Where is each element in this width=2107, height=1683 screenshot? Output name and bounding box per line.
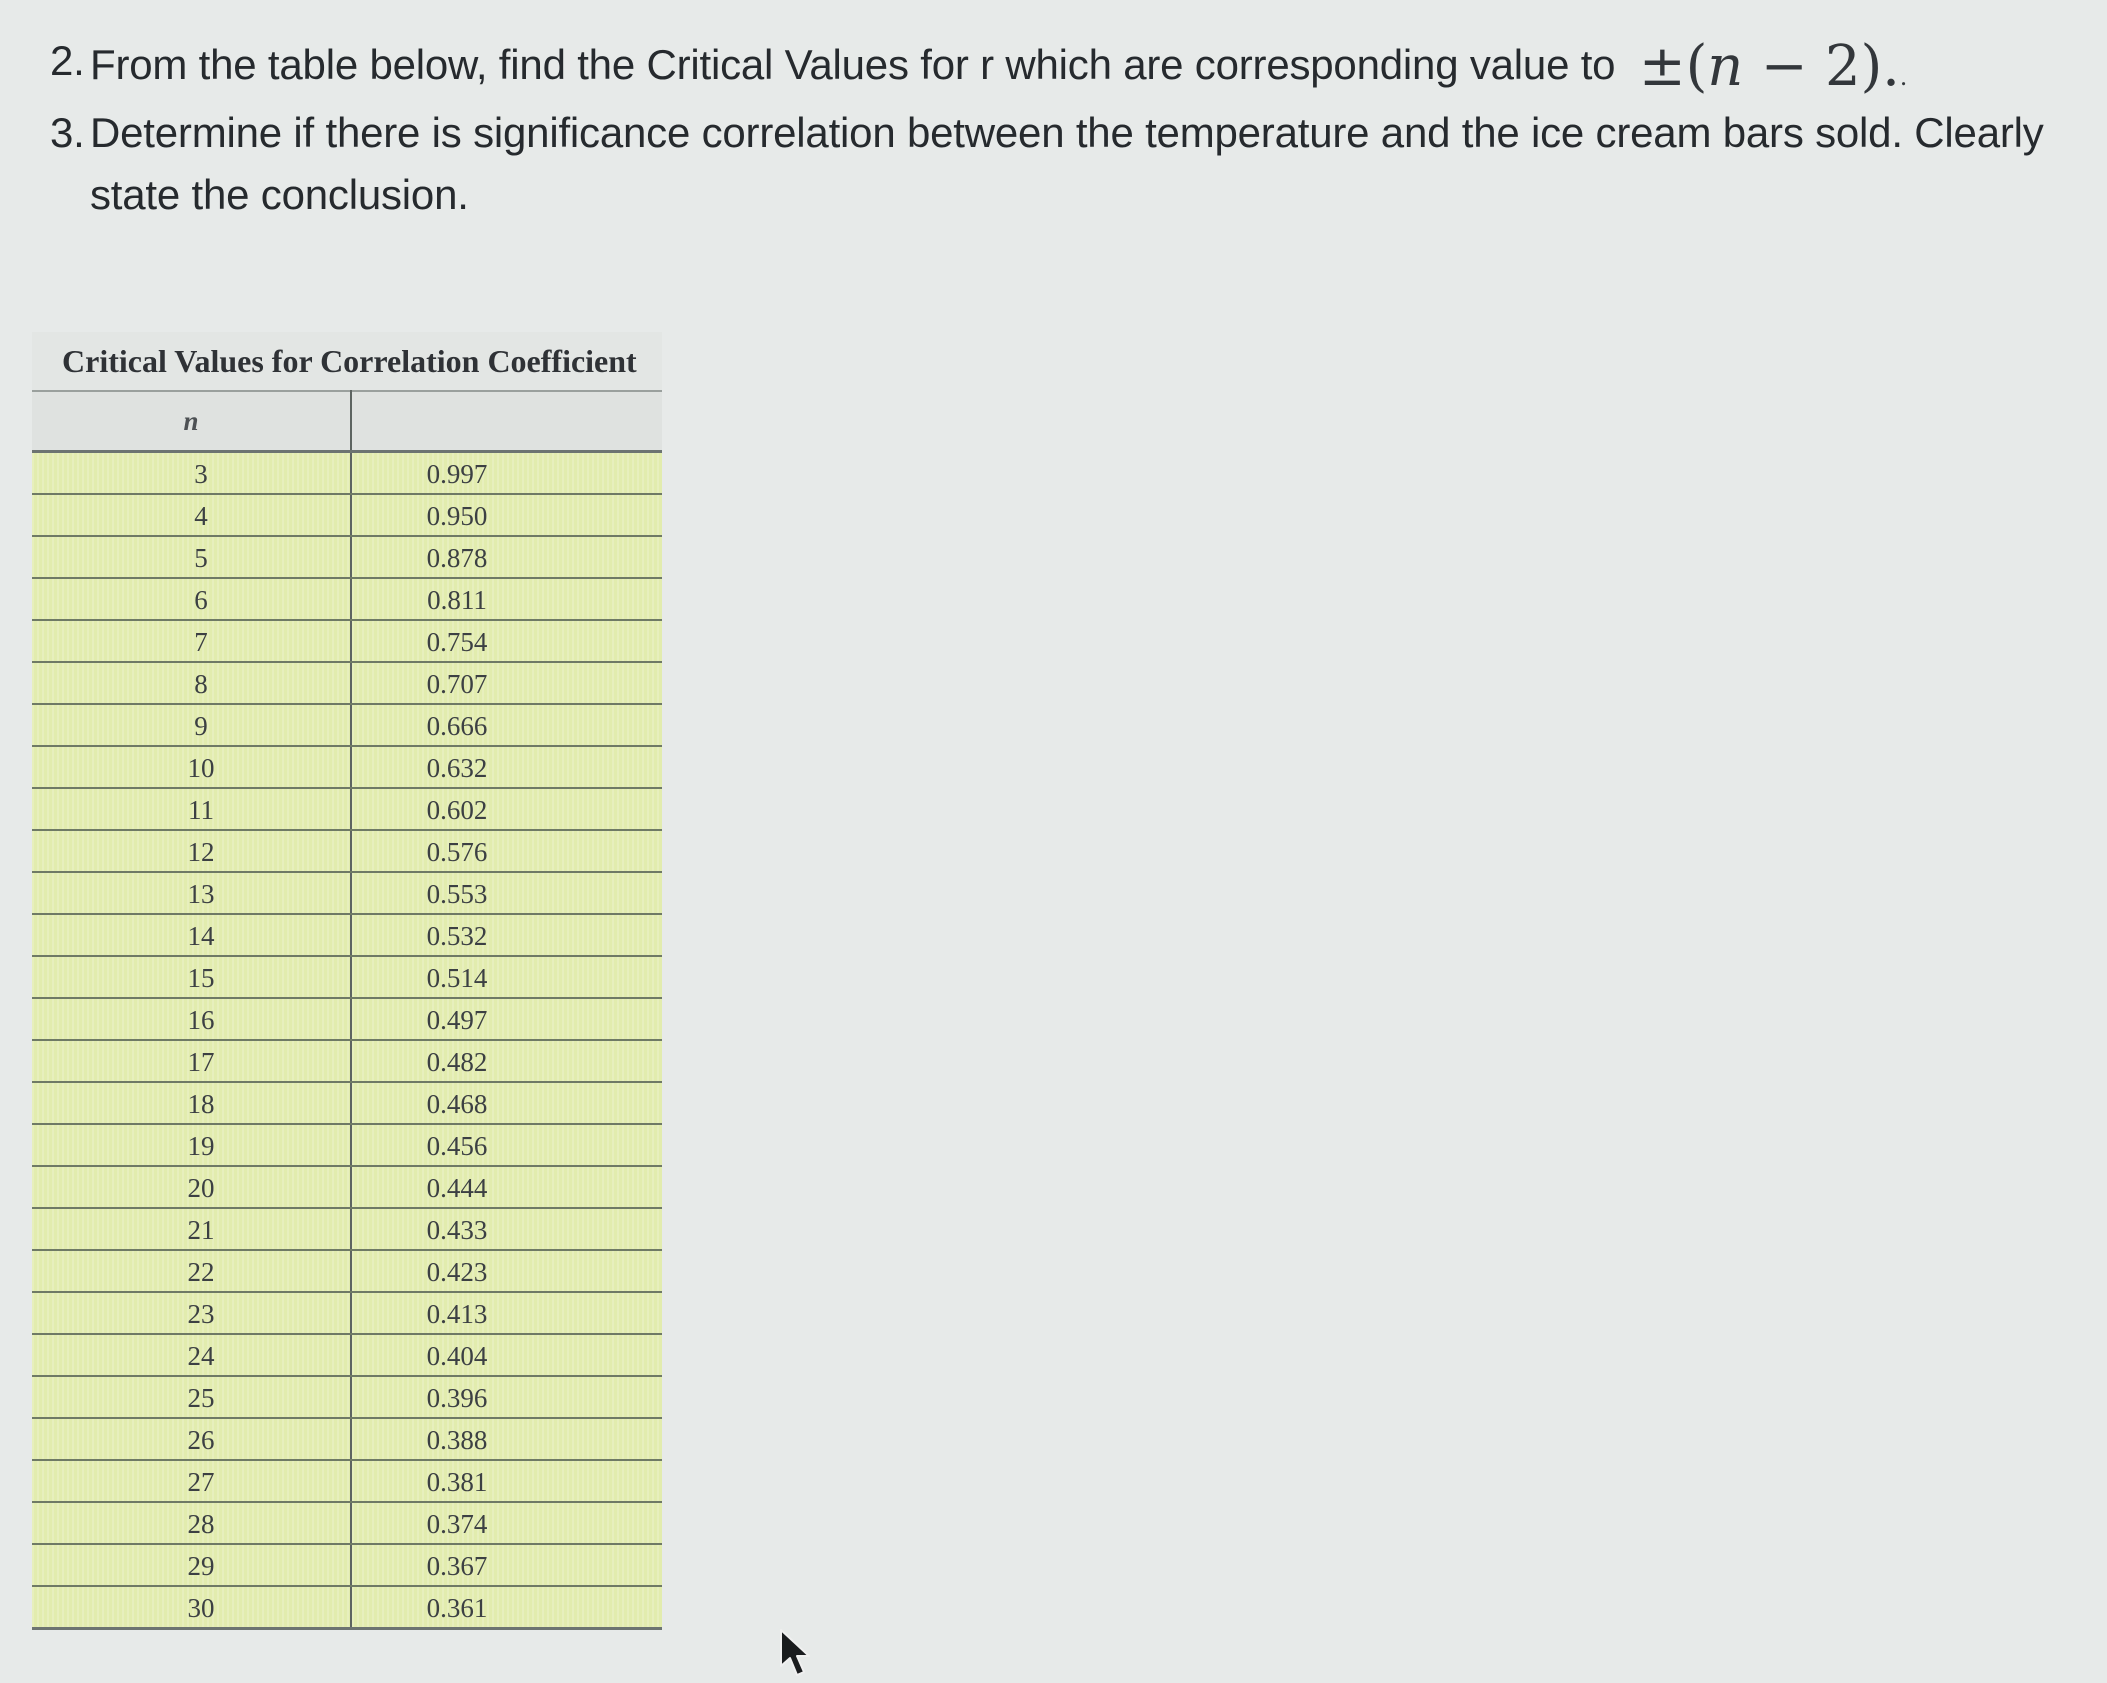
question-number: 3. [50, 109, 85, 156]
question-number: 2. [50, 37, 85, 84]
table-row [32, 998, 662, 1040]
cell-critical-value: 0.433 [351, 1208, 662, 1250]
cell-critical-value: 0.381 [351, 1460, 662, 1502]
table-title: Critical Values for Correlation Coefficient [32, 332, 662, 390]
table-row [32, 872, 662, 914]
table-row [32, 956, 662, 998]
table-row [32, 1544, 662, 1586]
table-row [32, 1376, 662, 1418]
cell-n: 16 [32, 998, 351, 1040]
question-3-text: Determine if there is significance correlation between the temperature and the ice cream bars sold. Clearly state the conclusion. [90, 109, 2044, 218]
cell-n: 6 [32, 578, 351, 620]
cell-critical-value: 0.404 [351, 1334, 662, 1376]
cell-n: 19 [32, 1124, 351, 1166]
cell-n: 17 [32, 1040, 351, 1082]
table-row [32, 1502, 662, 1544]
cell-critical-value: 0.456 [351, 1124, 662, 1166]
cell-critical-value: 0.497 [351, 998, 662, 1040]
cell-n: 22 [32, 1250, 351, 1292]
cell-n: 18 [32, 1082, 351, 1124]
plus-minus-symbol: ± [1638, 34, 1686, 99]
table-row [32, 1460, 662, 1502]
cell-critical-value: 0.997 [351, 452, 662, 495]
cell-critical-value: 0.444 [351, 1166, 662, 1208]
cell-n: 3 [32, 452, 351, 495]
table-row [32, 1334, 662, 1376]
cell-n: 10 [32, 746, 351, 788]
table-body [32, 452, 662, 1629]
cell-critical-value: 0.361 [351, 1586, 662, 1629]
table-row [32, 452, 662, 495]
cell-critical-value: 0.482 [351, 1040, 662, 1082]
mouse-pointer-icon [778, 1628, 812, 1678]
question-2 [50, 30, 2060, 102]
cell-critical-value: 0.374 [351, 1502, 662, 1544]
critical-values-table [32, 390, 662, 1630]
math-expression [1639, 34, 1907, 99]
cell-critical-value: 0.707 [351, 662, 662, 704]
table-row [32, 662, 662, 704]
math-variable-n: n [1707, 34, 1744, 99]
table-row [32, 746, 662, 788]
cell-critical-value: 0.532 [351, 914, 662, 956]
table-row [32, 830, 662, 872]
table-row [32, 788, 662, 830]
cell-critical-value: 0.468 [351, 1082, 662, 1124]
cell-n: 9 [32, 704, 351, 746]
cell-n: 8 [32, 662, 351, 704]
question-2-text: From the table below, find the Critical Values for r which are corresponding value to [90, 41, 1616, 88]
cell-critical-value: 0.423 [351, 1250, 662, 1292]
cell-n: 26 [32, 1418, 351, 1460]
cell-critical-value: 0.367 [351, 1544, 662, 1586]
math-minus: − [1743, 34, 1826, 99]
table-row [32, 494, 662, 536]
table-row [32, 914, 662, 956]
cell-n: 13 [32, 872, 351, 914]
cell-critical-value: 0.878 [351, 536, 662, 578]
cell-n: 30 [32, 1586, 351, 1629]
cell-critical-value: 0.576 [351, 830, 662, 872]
table-row [32, 1292, 662, 1334]
cell-n: 11 [32, 788, 351, 830]
cell-critical-value: 0.602 [351, 788, 662, 830]
cell-n: 23 [32, 1292, 351, 1334]
critical-values-table-image [32, 332, 662, 1630]
cell-n: 27 [32, 1460, 351, 1502]
math-close-paren: ). [1860, 34, 1900, 99]
math-two: 2 [1825, 34, 1861, 99]
cell-critical-value: 0.754 [351, 620, 662, 662]
question-3 [50, 102, 2060, 226]
cell-critical-value: 0.413 [351, 1292, 662, 1334]
cell-n: 15 [32, 956, 351, 998]
cell-n: 21 [32, 1208, 351, 1250]
cell-critical-value: 0.811 [351, 578, 662, 620]
table-row [32, 1418, 662, 1460]
question-list [50, 30, 2060, 226]
table-row [32, 1166, 662, 1208]
cell-n: 7 [32, 620, 351, 662]
cell-n: 20 [32, 1166, 351, 1208]
table-row [32, 1250, 662, 1292]
table-row [32, 536, 662, 578]
table-header-row [32, 391, 662, 452]
table-row [32, 1124, 662, 1166]
cell-critical-value: 0.666 [351, 704, 662, 746]
cell-critical-value: 0.514 [351, 956, 662, 998]
cell-n: 4 [32, 494, 351, 536]
cell-n: 25 [32, 1376, 351, 1418]
column-header-n: n [32, 391, 351, 452]
cell-n: 24 [32, 1334, 351, 1376]
question-text [90, 30, 2060, 102]
column-header-value [351, 391, 662, 452]
cell-critical-value: 0.632 [351, 746, 662, 788]
table-row [32, 578, 662, 620]
cell-n: 29 [32, 1544, 351, 1586]
cell-n: 5 [32, 536, 351, 578]
cell-n: 28 [32, 1502, 351, 1544]
cell-critical-value: 0.950 [351, 494, 662, 536]
math-trailing-dot: . [1899, 63, 1908, 91]
table-row [32, 620, 662, 662]
cell-n: 14 [32, 914, 351, 956]
cell-n: 12 [32, 830, 351, 872]
cell-critical-value: 0.396 [351, 1376, 662, 1418]
table-row [32, 1082, 662, 1124]
table-row [32, 1040, 662, 1082]
table-row [32, 704, 662, 746]
math-open-paren: ( [1685, 34, 1708, 99]
table-row [32, 1208, 662, 1250]
cell-critical-value: 0.388 [351, 1418, 662, 1460]
table-row [32, 1586, 662, 1629]
cell-critical-value: 0.553 [351, 872, 662, 914]
